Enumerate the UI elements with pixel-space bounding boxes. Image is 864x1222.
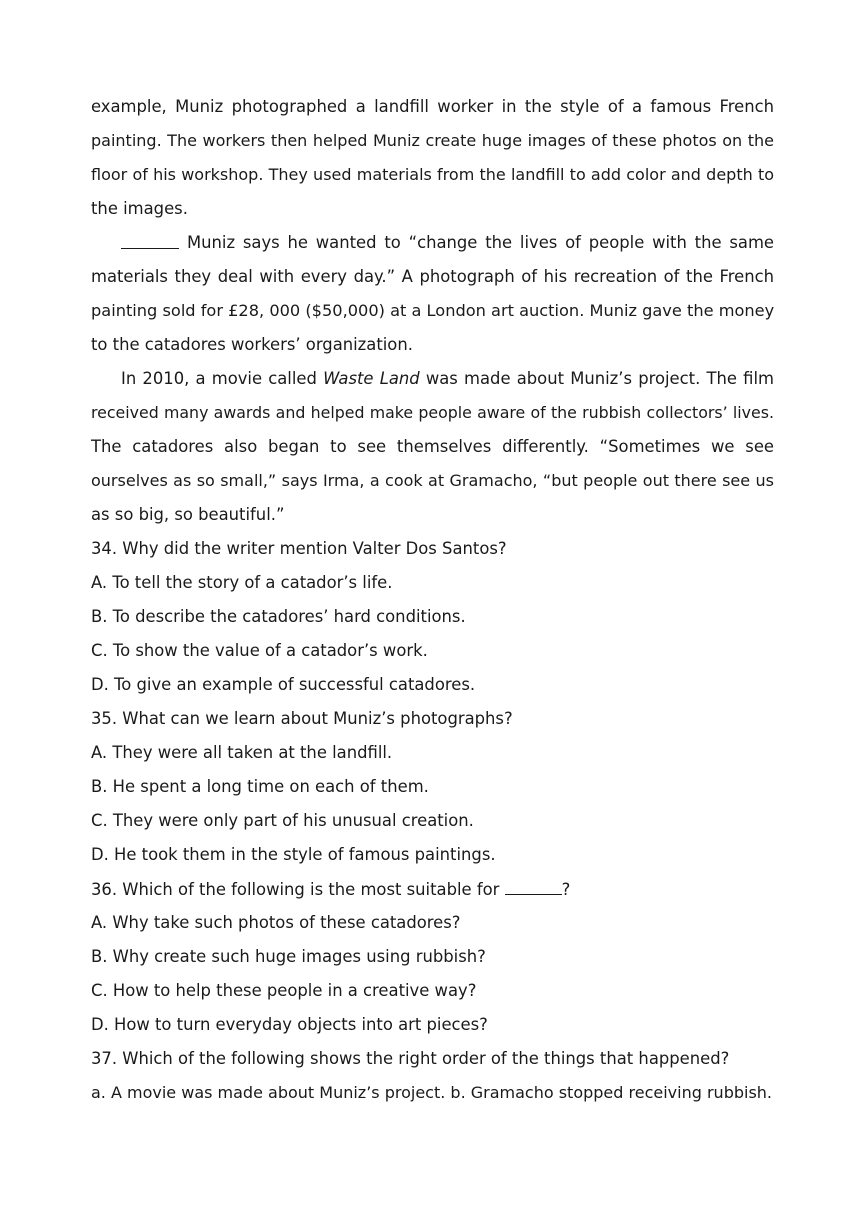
paragraph-line: painting sold for £28, 000 ($50,000) at a London art auction. Muniz gave the money: [91, 301, 775, 320]
paragraph-text: Muniz says he wanted to “change the lives of people with the same: [187, 233, 774, 252]
question-35: 35. What can we learn about Muniz’s photographs?: [91, 709, 513, 728]
option-35-a: A. They were all taken at the landfill.: [91, 743, 393, 762]
paragraph-line: painting. The workers then helped Muniz create huge images of these photos on the: [91, 131, 774, 150]
paragraph-line: floor of his workshop. They used materials from the landfill to add color and depth to: [91, 165, 774, 184]
question-37-items: a. A movie was made about Muniz’s project. b. Gramacho stopped receiving rubbish.: [91, 1083, 773, 1102]
movie-title: Waste Land: [323, 369, 420, 388]
paragraph-line: as so big, so beautiful.”: [91, 505, 285, 524]
option-36-b: B. Why create such huge images using rubbish?: [91, 947, 486, 966]
question-text: 36. Which of the following is the most suitable for: [91, 880, 500, 899]
paragraph-line: example, Muniz photographed a landfill worker in the style of a famous French: [91, 97, 774, 116]
option-34-a: A. To tell the story of a catador’s life.: [91, 573, 393, 592]
paragraph-line: ourselves as so small,” says Irma, a cook at Gramacho, “but people out there see us: [91, 471, 774, 490]
option-34-b: B. To describe the catadores’ hard conditions.: [91, 607, 466, 626]
answer-blank: [505, 872, 562, 895]
option-34-d: D. To give an example of successful catadores.: [91, 675, 476, 694]
question-36: [91, 872, 774, 906]
option-35-b: B. He spent a long time on each of them.: [91, 777, 429, 796]
option-36-a: A. Why take such photos of these catadores?: [91, 913, 461, 932]
question-34: 34. Why did the writer mention Valter Dos Santos?: [91, 539, 507, 558]
paragraph-text: In 2010, a movie called: [121, 369, 317, 388]
paragraph-line: to the catadores workers’ organization.: [91, 335, 413, 354]
question-37: 37. Which of the following shows the right order of the things that happened?: [91, 1049, 730, 1068]
paragraph-line: The catadores also began to see themselves differently. “Sometimes we see: [91, 437, 774, 456]
option-35-c: C. They were only part of his unusual creation.: [91, 811, 474, 830]
paragraph-line: materials they deal with every day.” A photograph of his recreation of the French: [91, 267, 774, 286]
answer-blank: [121, 226, 179, 249]
option-36-d: D. How to turn everyday objects into art pieces?: [91, 1015, 488, 1034]
paragraph-text: was made about Muniz’s project. The film: [425, 369, 774, 388]
question-text: ?: [561, 880, 571, 899]
paragraph-line-with-blank: [91, 226, 774, 260]
paragraph-line-with-title: [91, 362, 774, 396]
paragraph-line: received many awards and helped make people aware of the rubbish collectors’ lives.: [91, 403, 774, 422]
document-page: [91, 90, 774, 1110]
paragraph-line: the images.: [91, 199, 188, 218]
option-35-d: D. He took them in the style of famous paintings.: [91, 845, 496, 864]
option-34-c: C. To show the value of a catador’s work.: [91, 641, 428, 660]
option-36-c: C. How to help these people in a creative way?: [91, 981, 477, 1000]
